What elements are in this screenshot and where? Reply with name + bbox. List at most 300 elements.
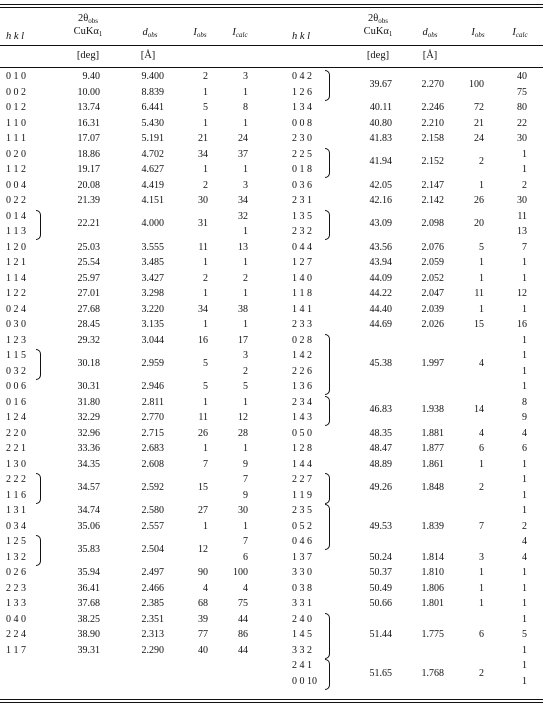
iobs-cell: 5 bbox=[479, 241, 484, 253]
grouping-brace bbox=[325, 504, 330, 550]
iobs-cell: 1 bbox=[203, 117, 208, 129]
icalc-cell: 86 bbox=[238, 629, 248, 640]
two-theta-cell: 41.94 bbox=[369, 156, 392, 168]
iobs-cell: 100 bbox=[469, 78, 484, 90]
hkl-cell: 1 3 0 bbox=[6, 458, 26, 470]
icalc-cell: 4 bbox=[522, 536, 527, 547]
hkl-cell: 1 2 1 bbox=[6, 257, 26, 268]
icalc-cell: 1 bbox=[522, 613, 527, 625]
icalc-cell: 38 bbox=[238, 303, 248, 315]
two-theta-cell: 28.45 bbox=[77, 319, 100, 330]
grouping-brace bbox=[325, 70, 330, 101]
two-theta-cell: 34.74 bbox=[77, 505, 100, 516]
two-theta-cell: 32.96 bbox=[77, 427, 100, 439]
icalc-cell: 8 bbox=[243, 102, 248, 113]
icalc-cell: 13 bbox=[517, 226, 527, 237]
icalc-cell: 1 bbox=[243, 86, 248, 98]
header-2theta-left: $2\theta_{obs}$ bbox=[77, 13, 99, 25]
iobs-cell: 5 bbox=[203, 357, 208, 369]
icalc-cell: 6 bbox=[243, 551, 248, 563]
d-spacing-cell: 1.806 bbox=[421, 582, 444, 594]
iobs-cell: 1 bbox=[479, 598, 484, 609]
hkl-cell: 2 4 0 bbox=[292, 613, 312, 625]
two-theta-cell: 39.31 bbox=[77, 644, 100, 656]
two-theta-cell: 37.68 bbox=[77, 598, 100, 609]
icalc-cell: 16 bbox=[517, 319, 527, 330]
iobs-cell: 72 bbox=[474, 102, 484, 113]
iobs-cell: 1 bbox=[203, 164, 208, 175]
d-spacing-cell: 2.592 bbox=[141, 481, 164, 493]
icalc-cell: 80 bbox=[517, 102, 527, 113]
icalc-cell: 12 bbox=[517, 288, 527, 299]
iobs-cell: 34 bbox=[198, 303, 208, 315]
two-theta-cell: 27.01 bbox=[77, 288, 100, 299]
two-theta-cell: 43.56 bbox=[369, 241, 392, 253]
iobs-cell: 5 bbox=[203, 381, 208, 392]
d-spacing-cell: 1.861 bbox=[421, 458, 444, 470]
two-theta-cell: 25.97 bbox=[77, 272, 100, 284]
icalc-cell: 1 bbox=[522, 582, 527, 594]
two-theta-cell: 34.57 bbox=[77, 481, 100, 493]
two-theta-cell: 39.67 bbox=[369, 78, 392, 90]
hkl-cell: 0 1 8 bbox=[292, 164, 312, 175]
icalc-cell: 2 bbox=[243, 272, 248, 284]
hkl-cell: 1 3 3 bbox=[6, 598, 26, 609]
grouping-brace bbox=[325, 210, 330, 241]
d-spacing-cell: 2.026 bbox=[421, 319, 444, 330]
grouping-brace bbox=[36, 535, 41, 566]
grouping-brace bbox=[36, 473, 41, 504]
two-theta-cell: 27.68 bbox=[77, 303, 100, 315]
grouping-brace bbox=[36, 210, 41, 241]
iobs-cell: 1 bbox=[479, 458, 484, 470]
unit-deg-right: [deg] bbox=[366, 50, 390, 61]
hkl-cell: 0 0 10 bbox=[292, 675, 317, 687]
iobs-cell: 5 bbox=[203, 102, 208, 113]
iobs-cell: 26 bbox=[474, 195, 484, 206]
iobs-cell: 6 bbox=[479, 629, 484, 640]
hkl-cell: 2 2 0 bbox=[6, 427, 26, 439]
iobs-cell: 1 bbox=[479, 272, 484, 284]
hkl-cell: 1 3 2 bbox=[6, 551, 26, 563]
hkl-cell: 1 2 0 bbox=[6, 241, 26, 253]
unit-deg-left: [deg] bbox=[76, 50, 100, 61]
d-spacing-cell: 3.298 bbox=[141, 288, 164, 299]
hkl-cell: 0 0 2 bbox=[6, 86, 26, 98]
two-theta-cell: 16.31 bbox=[77, 117, 100, 129]
icalc-cell: 1 bbox=[243, 396, 248, 408]
d-spacing-cell: 3.135 bbox=[141, 319, 164, 330]
two-theta-cell: 40.80 bbox=[369, 117, 392, 129]
hkl-cell: 3 3 0 bbox=[292, 567, 312, 578]
d-spacing-cell: 1.814 bbox=[421, 551, 444, 563]
icalc-cell: 8 bbox=[522, 396, 527, 408]
hkl-cell: 0 0 4 bbox=[6, 179, 26, 191]
iobs-cell: 68 bbox=[198, 598, 208, 609]
icalc-cell: 1 bbox=[522, 350, 527, 361]
d-spacing-cell: 2.290 bbox=[141, 644, 164, 656]
d-spacing-cell: 4.627 bbox=[141, 164, 164, 175]
iobs-cell: 21 bbox=[474, 117, 484, 129]
hkl-cell: 2 3 4 bbox=[292, 396, 312, 408]
d-spacing-cell: 3.485 bbox=[141, 257, 164, 268]
icalc-cell: 4 bbox=[522, 427, 527, 439]
top-rule-double bbox=[0, 7, 543, 8]
iobs-cell: 2 bbox=[203, 272, 208, 284]
hkl-cell: 1 3 4 bbox=[292, 102, 312, 113]
hkl-cell: 0 2 6 bbox=[6, 567, 26, 578]
header-iobs-right: $I_{obs}$ bbox=[471, 27, 485, 39]
icalc-cell: 1 bbox=[243, 117, 248, 129]
two-theta-cell: 38.90 bbox=[77, 629, 100, 640]
hkl-cell: 2 3 1 bbox=[292, 195, 312, 206]
iobs-cell: 11 bbox=[198, 412, 208, 423]
two-theta-cell: 42.16 bbox=[369, 195, 392, 206]
hkl-cell: 2 2 7 bbox=[292, 474, 312, 485]
iobs-cell: 11 bbox=[198, 241, 208, 253]
two-theta-cell: 30.18 bbox=[77, 357, 100, 369]
icalc-cell: 1 bbox=[522, 148, 527, 160]
two-theta-cell: 36.41 bbox=[77, 582, 100, 594]
two-theta-cell: 32.29 bbox=[77, 412, 100, 423]
two-theta-cell: 49.53 bbox=[369, 520, 392, 532]
icalc-cell: 5 bbox=[243, 381, 248, 392]
icalc-cell: 34 bbox=[238, 195, 248, 206]
iobs-cell: 14 bbox=[474, 404, 484, 416]
d-spacing-cell: 4.419 bbox=[141, 179, 164, 191]
d-spacing-cell: 2.946 bbox=[141, 381, 164, 392]
hkl-cell: 3 3 1 bbox=[292, 598, 312, 609]
d-spacing-cell: 8.839 bbox=[141, 86, 164, 98]
hkl-cell: 0 2 4 bbox=[6, 303, 26, 315]
d-spacing-cell: 6.441 bbox=[141, 102, 164, 113]
hkl-cell: 1 2 4 bbox=[6, 412, 26, 423]
hkl-cell: 2 3 0 bbox=[292, 133, 312, 144]
d-spacing-cell: 9.400 bbox=[141, 71, 164, 82]
d-spacing-cell: 2.504 bbox=[141, 543, 164, 555]
two-theta-cell: 44.69 bbox=[369, 319, 392, 330]
grouping-brace bbox=[325, 334, 330, 396]
two-theta-cell: 43.94 bbox=[369, 257, 392, 268]
top-rule bbox=[0, 4, 543, 5]
icalc-cell: 1 bbox=[522, 567, 527, 578]
iobs-cell: 2 bbox=[203, 179, 208, 191]
two-theta-cell: 49.26 bbox=[369, 481, 392, 493]
header-cuka-left: CuKα$_1$ bbox=[73, 26, 103, 38]
d-spacing-cell: 2.158 bbox=[421, 133, 444, 144]
iobs-cell: 34 bbox=[198, 148, 208, 160]
d-spacing-cell: 1.848 bbox=[421, 481, 444, 493]
icalc-cell: 22 bbox=[517, 117, 527, 129]
header-cuka-right: CuKα$_1$ bbox=[363, 26, 393, 38]
two-theta-cell: 22.21 bbox=[77, 218, 100, 230]
hkl-cell: 0 4 6 bbox=[292, 536, 312, 547]
iobs-cell: 77 bbox=[198, 629, 208, 640]
iobs-cell: 20 bbox=[474, 218, 484, 230]
d-spacing-cell: 2.351 bbox=[141, 613, 164, 625]
icalc-cell: 13 bbox=[238, 241, 248, 253]
two-theta-cell: 29.32 bbox=[77, 334, 100, 346]
two-theta-cell: 48.89 bbox=[369, 458, 392, 470]
two-theta-cell: 35.06 bbox=[77, 520, 100, 532]
iobs-cell: 3 bbox=[479, 551, 484, 563]
hkl-cell: 1 4 3 bbox=[292, 412, 312, 423]
hkl-cell: 1 4 0 bbox=[292, 272, 312, 284]
icalc-cell: 1 bbox=[522, 381, 527, 392]
hkl-cell: 1 3 6 bbox=[292, 381, 312, 392]
d-spacing-cell: 2.059 bbox=[421, 257, 444, 268]
d-spacing-cell: 1.801 bbox=[421, 598, 444, 609]
d-spacing-cell: 2.076 bbox=[421, 241, 444, 253]
icalc-cell: 1 bbox=[243, 288, 248, 299]
iobs-cell: 1 bbox=[203, 396, 208, 408]
two-theta-cell: 25.54 bbox=[77, 257, 100, 268]
d-spacing-cell: 1.810 bbox=[421, 567, 444, 578]
icalc-cell: 2 bbox=[522, 179, 527, 191]
d-spacing-cell: 2.385 bbox=[141, 598, 164, 609]
icalc-cell: 30 bbox=[238, 505, 248, 516]
d-spacing-cell: 3.220 bbox=[141, 303, 164, 315]
iobs-cell: 15 bbox=[198, 481, 208, 493]
hkl-cell: 0 4 4 bbox=[292, 241, 312, 253]
hkl-cell: 2 4 1 bbox=[292, 660, 312, 671]
iobs-cell: 4 bbox=[479, 357, 484, 369]
icalc-cell: 2 bbox=[243, 365, 248, 377]
hkl-cell: 0 1 0 bbox=[6, 71, 26, 82]
two-theta-cell: 40.11 bbox=[369, 102, 392, 113]
hkl-cell: 1 3 1 bbox=[6, 505, 26, 516]
icalc-cell: 1 bbox=[522, 660, 527, 671]
two-theta-cell: 50.49 bbox=[369, 582, 392, 594]
bottom-rule bbox=[0, 699, 543, 700]
iobs-cell: 2 bbox=[479, 156, 484, 168]
hkl-cell: 0 3 0 bbox=[6, 319, 26, 330]
icalc-cell: 3 bbox=[243, 350, 248, 361]
iobs-cell: 4 bbox=[479, 427, 484, 439]
hkl-cell: 1 2 5 bbox=[6, 536, 26, 547]
two-theta-cell: 33.36 bbox=[77, 443, 100, 454]
d-spacing-cell: 2.142 bbox=[421, 195, 444, 206]
icalc-cell: 24 bbox=[238, 133, 248, 144]
hkl-cell: 1 2 6 bbox=[292, 86, 312, 98]
icalc-cell: 75 bbox=[517, 86, 527, 98]
hkl-cell: 1 2 7 bbox=[292, 257, 312, 268]
d-spacing-cell: 4.000 bbox=[141, 218, 164, 230]
two-theta-cell: 45.38 bbox=[369, 357, 392, 369]
hkl-cell: 1 1 0 bbox=[6, 117, 26, 129]
hkl-cell: 1 4 4 bbox=[292, 458, 312, 470]
icalc-cell: 1 bbox=[522, 644, 527, 656]
two-theta-cell: 21.39 bbox=[77, 195, 100, 206]
d-spacing-cell: 2.959 bbox=[141, 357, 164, 369]
icalc-cell: 11 bbox=[517, 210, 527, 222]
iobs-cell: 16 bbox=[198, 334, 208, 346]
icalc-cell: 1 bbox=[522, 474, 527, 485]
icalc-cell: 1 bbox=[243, 257, 248, 268]
hkl-cell: 0 0 8 bbox=[292, 117, 312, 129]
icalc-cell: 30 bbox=[517, 195, 527, 206]
iobs-cell: 1 bbox=[203, 257, 208, 268]
d-spacing-cell: 2.246 bbox=[421, 102, 444, 113]
two-theta-cell: 44.22 bbox=[369, 288, 392, 299]
hkl-cell: 0 1 2 bbox=[6, 102, 26, 113]
two-theta-cell: 25.03 bbox=[77, 241, 100, 253]
hkl-cell: 0 3 4 bbox=[6, 520, 26, 532]
icalc-cell: 9 bbox=[243, 489, 248, 501]
iobs-cell: 6 bbox=[479, 443, 484, 454]
two-theta-cell: 51.44 bbox=[369, 629, 392, 640]
two-theta-cell: 31.80 bbox=[77, 396, 100, 408]
icalc-cell: 7 bbox=[243, 536, 248, 547]
two-theta-cell: 48.47 bbox=[369, 443, 392, 454]
hkl-cell: 1 1 1 bbox=[6, 133, 26, 144]
iobs-cell: 39 bbox=[198, 613, 208, 625]
iobs-cell: 26 bbox=[198, 427, 208, 439]
two-theta-cell: 50.37 bbox=[369, 567, 392, 578]
iobs-cell: 27 bbox=[198, 505, 208, 516]
iobs-cell: 90 bbox=[198, 567, 208, 578]
icalc-cell: 37 bbox=[238, 148, 248, 160]
iobs-cell: 4 bbox=[203, 582, 208, 594]
grouping-brace bbox=[325, 473, 330, 504]
iobs-cell: 1 bbox=[479, 582, 484, 594]
icalc-cell: 1 bbox=[243, 520, 248, 532]
two-theta-cell: 19.17 bbox=[77, 164, 100, 175]
icalc-cell: 1 bbox=[522, 164, 527, 175]
icalc-cell: 40 bbox=[517, 71, 527, 82]
hkl-cell: 0 4 2 bbox=[292, 71, 312, 82]
d-spacing-cell: 2.811 bbox=[141, 396, 164, 408]
icalc-cell: 1 bbox=[522, 675, 527, 687]
hkl-cell: 1 4 5 bbox=[292, 629, 312, 640]
d-spacing-cell: 2.270 bbox=[421, 78, 444, 90]
d-spacing-cell: 2.466 bbox=[141, 582, 164, 594]
icalc-cell: 28 bbox=[238, 427, 248, 439]
header-hkl-right: h k l bbox=[292, 31, 311, 42]
d-spacing-cell: 1.877 bbox=[421, 443, 444, 454]
icalc-cell: 1 bbox=[243, 443, 248, 454]
two-theta-cell: 48.35 bbox=[369, 427, 392, 439]
d-spacing-cell: 2.580 bbox=[141, 505, 164, 516]
d-spacing-cell: 2.683 bbox=[141, 443, 164, 454]
d-spacing-cell: 2.770 bbox=[141, 412, 164, 423]
grouping-brace bbox=[325, 148, 330, 179]
d-spacing-cell: 2.039 bbox=[421, 303, 444, 315]
icalc-cell: 7 bbox=[522, 241, 527, 253]
two-theta-cell: 30.31 bbox=[77, 381, 100, 392]
d-spacing-cell: 1.997 bbox=[421, 357, 444, 369]
two-theta-cell: 38.25 bbox=[77, 613, 100, 625]
header-icalc-right: $I_{calc}$ bbox=[512, 27, 528, 39]
grouping-brace bbox=[325, 659, 330, 690]
icalc-cell: 3 bbox=[243, 179, 248, 191]
hkl-cell: 2 3 2 bbox=[292, 226, 312, 237]
two-theta-cell: 44.40 bbox=[369, 303, 392, 315]
two-theta-cell: 34.35 bbox=[77, 458, 100, 470]
two-theta-cell: 50.24 bbox=[369, 551, 392, 563]
hkl-cell: 1 1 5 bbox=[6, 350, 26, 361]
hkl-cell: 0 5 0 bbox=[292, 427, 312, 439]
icalc-cell: 44 bbox=[238, 644, 248, 656]
hkl-cell: 2 2 4 bbox=[6, 629, 26, 640]
icalc-cell: 44 bbox=[238, 613, 248, 625]
icalc-cell: 1 bbox=[522, 489, 527, 501]
hkl-cell: 0 1 6 bbox=[6, 396, 26, 408]
two-theta-cell: 35.94 bbox=[77, 567, 100, 578]
two-theta-cell: 9.40 bbox=[82, 71, 100, 82]
icalc-cell: 1 bbox=[522, 257, 527, 268]
icalc-cell: 1 bbox=[522, 598, 527, 609]
iobs-cell: 1 bbox=[203, 319, 208, 330]
iobs-cell: 15 bbox=[474, 319, 484, 330]
two-theta-cell: 41.83 bbox=[369, 133, 392, 144]
d-spacing-cell: 1.839 bbox=[421, 520, 444, 532]
hkl-cell: 1 1 4 bbox=[6, 272, 26, 284]
hkl-cell: 1 2 8 bbox=[292, 443, 312, 454]
hkl-cell: 1 3 5 bbox=[292, 210, 312, 222]
hkl-cell: 2 2 6 bbox=[292, 365, 312, 377]
d-spacing-cell: 3.044 bbox=[141, 334, 164, 346]
icalc-cell: 17 bbox=[238, 334, 248, 346]
hkl-cell: 1 2 3 bbox=[6, 334, 26, 346]
iobs-cell: 7 bbox=[479, 520, 484, 532]
iobs-cell: 2 bbox=[203, 71, 208, 82]
iobs-cell: 2 bbox=[479, 481, 484, 493]
hkl-cell: 0 0 6 bbox=[6, 381, 26, 392]
icalc-cell: 2 bbox=[522, 520, 527, 532]
d-spacing-cell: 1.775 bbox=[421, 629, 444, 640]
hkl-cell: 1 1 2 bbox=[6, 164, 26, 175]
d-spacing-cell: 2.497 bbox=[141, 567, 164, 578]
iobs-cell: 30 bbox=[198, 195, 208, 206]
d-spacing-cell: 5.430 bbox=[141, 117, 164, 129]
d-spacing-cell: 2.557 bbox=[141, 520, 164, 532]
two-theta-cell: 18.86 bbox=[77, 148, 100, 160]
iobs-cell: 12 bbox=[198, 543, 208, 555]
icalc-cell: 75 bbox=[238, 598, 248, 609]
d-spacing-cell: 2.147 bbox=[421, 179, 444, 191]
two-theta-cell: 51.65 bbox=[369, 667, 392, 679]
two-theta-cell: 43.09 bbox=[369, 218, 392, 230]
two-theta-cell: 44.09 bbox=[369, 272, 392, 284]
d-spacing-cell: 2.313 bbox=[141, 629, 164, 640]
grouping-brace bbox=[325, 613, 330, 659]
two-theta-cell: 35.83 bbox=[77, 543, 100, 555]
icalc-cell: 1 bbox=[522, 334, 527, 346]
iobs-cell: 24 bbox=[474, 133, 484, 144]
icalc-cell: 1 bbox=[522, 458, 527, 470]
header-rule bbox=[0, 45, 543, 46]
icalc-cell: 7 bbox=[243, 474, 248, 485]
icalc-cell: 1 bbox=[522, 505, 527, 516]
iobs-cell: 1 bbox=[203, 86, 208, 98]
iobs-cell: 1 bbox=[203, 288, 208, 299]
hkl-cell: 2 3 3 bbox=[292, 319, 312, 330]
d-spacing-cell: 5.191 bbox=[141, 133, 164, 144]
unit-angstrom-right: [Å] bbox=[422, 50, 438, 61]
icalc-cell: 4 bbox=[243, 582, 248, 594]
hkl-cell: 1 4 1 bbox=[292, 303, 312, 315]
icalc-cell: 3 bbox=[243, 71, 248, 82]
iobs-cell: 40 bbox=[198, 644, 208, 656]
icalc-cell: 9 bbox=[243, 458, 248, 470]
d-spacing-cell: 2.210 bbox=[421, 117, 444, 129]
units-rule bbox=[0, 67, 543, 68]
header-iobs-left: $I_{obs}$ bbox=[193, 27, 207, 39]
grouping-brace bbox=[36, 349, 41, 380]
d-spacing-cell: 1.881 bbox=[421, 427, 444, 439]
hkl-cell: 0 5 2 bbox=[292, 520, 312, 532]
